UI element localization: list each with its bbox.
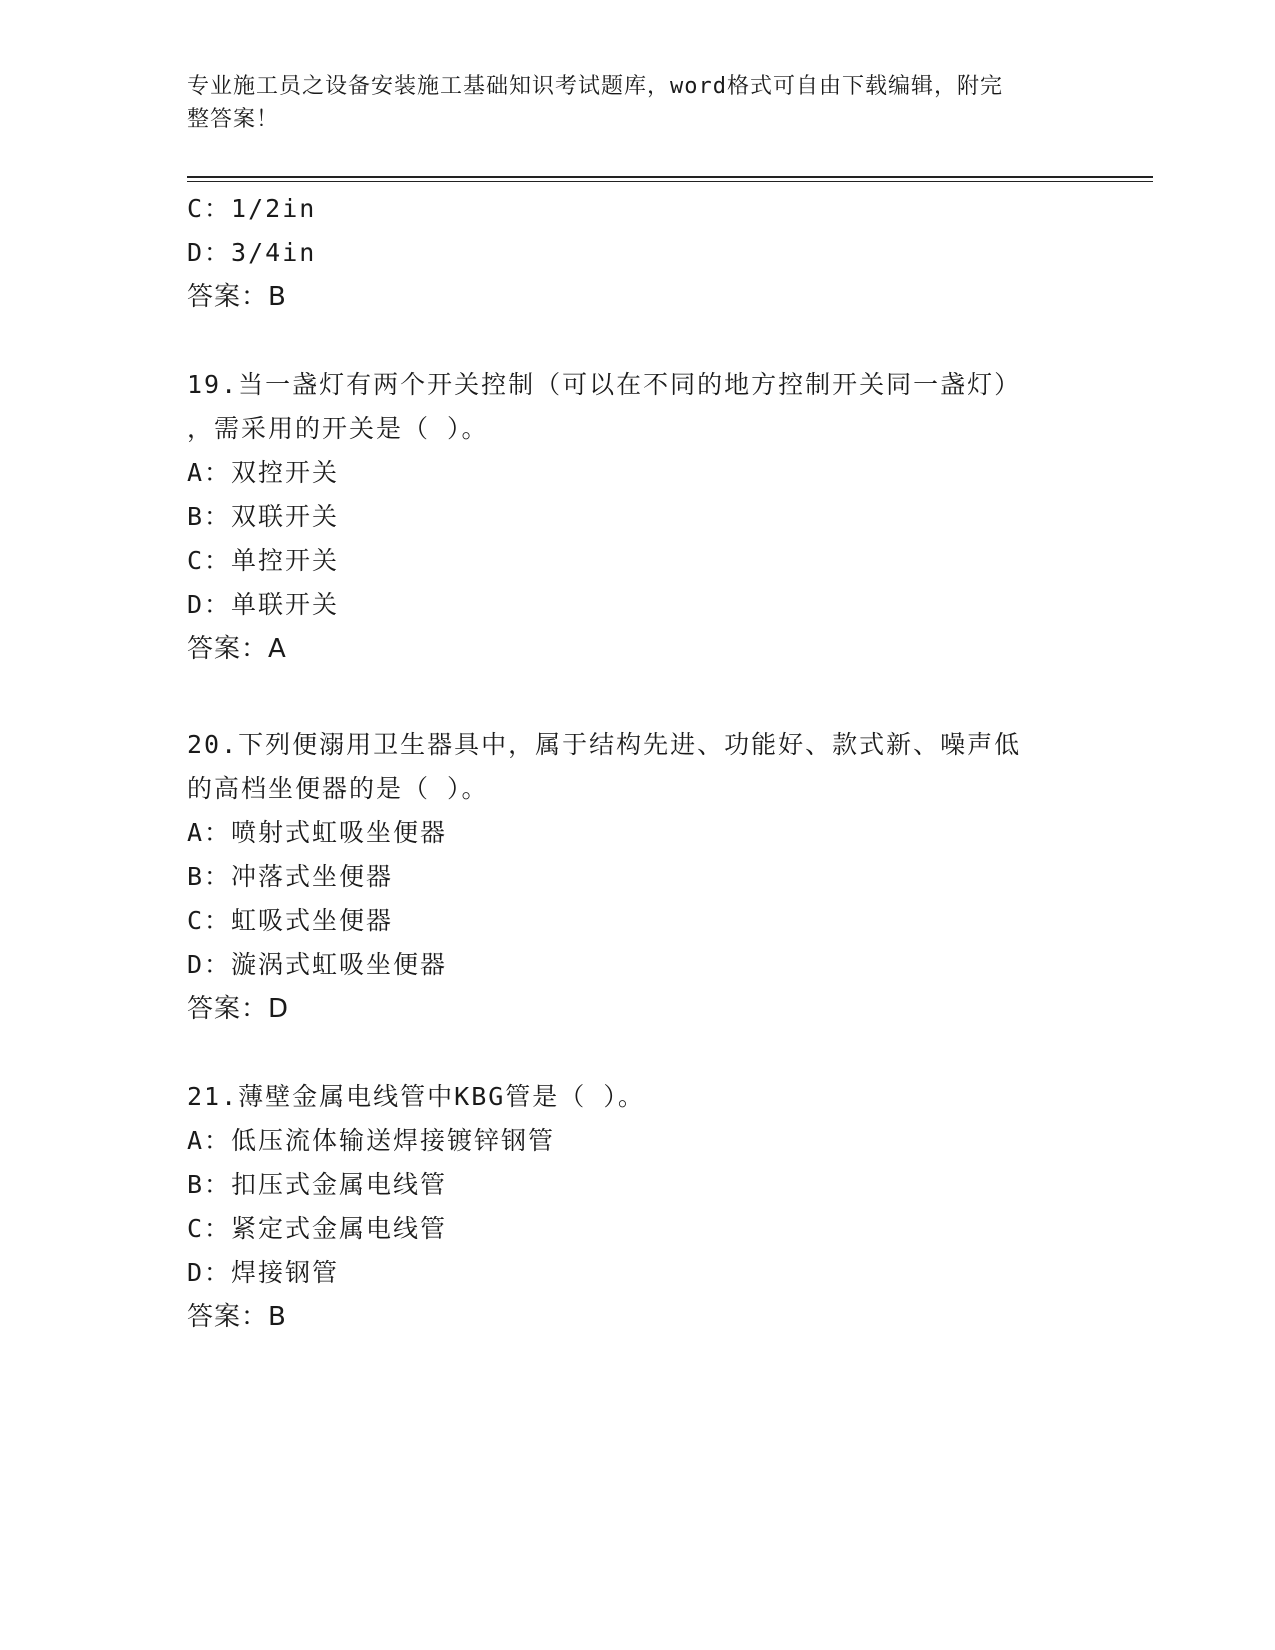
q20-option-b: B：冲落式坐便器 xyxy=(187,862,394,891)
header-divider-thin xyxy=(187,181,1153,182)
q20-option-a: A：喷射式虹吸坐便器 xyxy=(187,818,448,847)
q19-answer: 答案：A xyxy=(187,634,287,664)
q19-stem-line-1: 19.当一盏灯有两个开关控制（可以在不同的地方控制开关同一盏灯） xyxy=(187,370,1022,399)
q19-option-c: C：单控开关 xyxy=(187,546,340,575)
q20-stem-line-1: 20.下列便溺用卫生器具中，属于结构先进、功能好、款式新、噪声低 xyxy=(187,730,1022,759)
q19-option-a: A：双控开关 xyxy=(187,458,340,487)
q18-option-d: D：3/4in xyxy=(187,238,317,267)
q21-option-a: A：低压流体输送焊接镀锌钢管 xyxy=(187,1126,556,1155)
q21-option-d: D：焊接钢管 xyxy=(187,1258,340,1287)
q19-option-b: B：双联开关 xyxy=(187,502,340,531)
header-divider-thick xyxy=(187,176,1153,178)
q20-answer: 答案：D xyxy=(187,994,290,1024)
q20-option-c: C：虹吸式坐便器 xyxy=(187,906,394,935)
q21-answer: 答案：B xyxy=(187,1302,287,1332)
q21-option-c: C：紧定式金属电线管 xyxy=(187,1214,448,1243)
q18-option-c: C：1/2in xyxy=(187,194,317,223)
q21-stem-line-1: 21.薄壁金属电线管中KBG管是（ ）。 xyxy=(187,1082,645,1111)
q20-stem-line-2: 的高档坐便器的是（ ）。 xyxy=(187,774,489,803)
q18-answer: 答案：B xyxy=(187,282,287,312)
q21-option-b: B：扣压式金属电线管 xyxy=(187,1170,448,1199)
page-header xyxy=(187,70,1067,136)
header-line-1: 专业施工员之设备安装施工基础知识考试题库，word格式可自由下载编辑，附完 xyxy=(187,74,1003,99)
q19-option-d: D：单联开关 xyxy=(187,590,340,619)
q19-stem-line-2: ，需采用的开关是（ ）。 xyxy=(187,414,489,443)
q20-option-d: D：漩涡式虹吸坐便器 xyxy=(187,950,448,979)
header-line-2: 整答案！ xyxy=(187,107,280,132)
